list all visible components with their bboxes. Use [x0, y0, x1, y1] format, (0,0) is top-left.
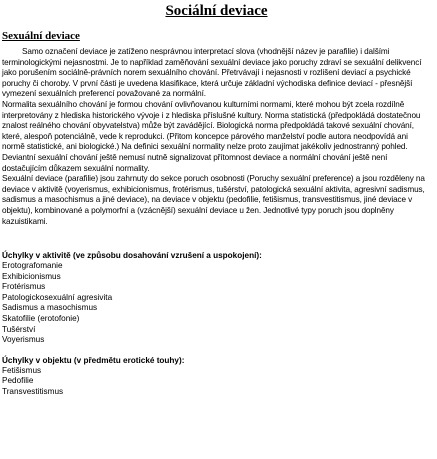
page-title: Sociální deviace	[165, 3, 268, 19]
list-item: Fetišismus	[2, 365, 42, 375]
list-item: Pedofilie	[2, 376, 34, 386]
list-item: Sadismus a masochismus	[2, 303, 98, 313]
list-activity	[2, 261, 431, 346]
spacer	[2, 227, 431, 250]
list-heading-activity: Úchylky v aktivitě (ve způsobu dosahování vzrušení a uspokojení):	[2, 251, 262, 261]
paragraph-intro: Samo označení deviace je zatíženo nesprávnou interpretací slova (vhodnější název je parafilie) i dalšími terminologickými nejasnostmi. Je to například zaměňování sexuální deviace jako poruchy zdraví se sexuální delikvencí jako porušením sociálně-právních norem sexuálního chování. Přetrvávají i nejasnosti v rozlišení deviací a psychické poruchy či choroby. V první části je uvedena klasifikace, která určuje základní východiska definice deviací - přesnější vymezení sexuálních preferencí považované za normální.	[2, 47, 422, 99]
list-item: Exhibicionismus	[2, 271, 61, 281]
paragraph-classification: Sexuální deviace (parafilie) jsou zahrnuty do sekce poruch osobnosti (Poruchy sexuální preference) a jsou rozděleny na deviace v aktivitě (voyerismus, exhibicionismus, frotérismus, tušérství, patologická sexuální aktivita, agresivní sadismus, sadismus a masochismus a jiné deviace), na deviace v objektu (pedofilie, fetišismus, transvestitismus, jiné deviace v objektu), kombinované a polymorfní a (vzácnější) sexuální deviace u žen. Jednotlivé typy poruch jsou doplněny kazuistikami.	[2, 174, 425, 226]
paragraph-deviant-behavior: Deviantní sexuální chování ještě nemusí nutně signalizovat přítomnost deviace a normální chování ještě není dostačujícím důkazem sexuální normality.	[2, 152, 388, 173]
list-object	[2, 366, 431, 398]
list-item: Skatofilie (erotofonie)	[2, 314, 80, 324]
list-item: Patologickosexuální agresivita	[2, 292, 113, 302]
document-page	[0, 2, 437, 459]
paragraph-normality: Normalita sexuálního chování je formou chování ovlivňovanou kulturními normami, které mohou být zcela rozdílně interpretovány z hlediska historického vývoje i z hlediska příslušné kultury. Norma statistická (předpokládá dostatečnou znalost reálného chování obyvatelstva) může být zavádějící. Biologická norma předpokládá takové sexuální chování, které, alespoň potenciálně, vede k reprodukci. (Přitom koncepce párového manželství podle autora neodpovídá ani normě statistické, ani biologické.) Na definici sexuální normality nelze proto zaujímat jakékoliv jednostranný pohled.	[2, 99, 421, 152]
list-heading-object: Úchylky v objektu (v předmětu erotické touhy):	[2, 355, 185, 365]
list-item: Frotérismus	[2, 282, 46, 292]
list-item: Transvestitismus	[2, 387, 64, 397]
section-body	[2, 47, 431, 227]
list-item: Voyerismus	[2, 335, 45, 345]
section-heading: Sexuální deviace	[2, 30, 80, 42]
list-item: Erotografomanie	[2, 261, 63, 271]
list-item: Tušérství	[2, 324, 36, 334]
spacer	[2, 346, 431, 355]
